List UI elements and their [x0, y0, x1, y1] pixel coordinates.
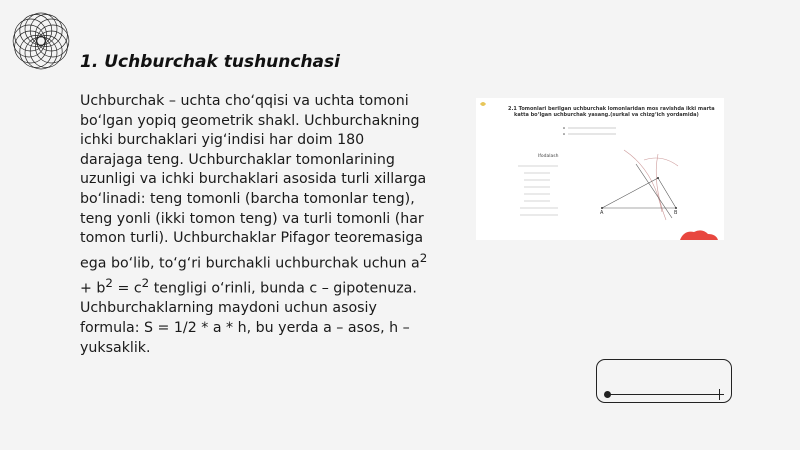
body-paragraph-text: Uchburchak – uchta cho‘qqisi va uchta tomoni bo‘lgan yopiq geometrik shakl. Uchburchakning ichki burchaklari yig‘indisi har doim 180 darajaga teng. Uchburchaklar tomonlarining uzunligi va ichki burchaklari asosida turli xillarga bo‘linadi: teng tomonli (barcha tomonlar teng), teng yonli (ikki tomon teng) va turli tomonli (har tomon turli). Uchburchaklar Pifagor teoremasiga ega bo‘lib, to‘g‘ri burchakli uchburchak uchun $a^2 + b^2 = c^2$ tengligi o‘rinli, bunda c – gipotenuza. Uchburchaklarning maydoni uchun asosiy formula: S = 1/2 * a * h, bu yerda a – asos, h – yuksaklik.	[80, 93, 428, 356]
figure-heading-line1: 2.1 Tomonlari berilgan uchburchak lomonlaridan mos ravishda ikki marta	[508, 106, 715, 112]
figure-red-accent	[680, 230, 718, 240]
figure-point-a-label: A	[600, 210, 604, 216]
figure-bullet-dots	[563, 127, 565, 135]
end-marker-horizontal	[715, 394, 724, 395]
figure-step-lines	[518, 166, 558, 215]
slide-title: 1. Uchburchak tushunchasi	[80, 52, 340, 72]
figure-drawing	[476, 98, 724, 240]
figure-heading-line2: katta bo‘lgan uchburchak yasang.(surkal va chizg‘ich yordamida)	[514, 112, 699, 118]
figure-triangle	[602, 164, 676, 218]
textbook-figure	[476, 98, 724, 240]
figure-points	[601, 177, 677, 209]
progress-track[interactable]	[607, 394, 721, 395]
figure-star-mark	[480, 102, 486, 106]
media-player[interactable]	[596, 359, 732, 403]
figure-construction-arcs	[624, 150, 678, 220]
rosette-decoration	[4, 4, 78, 78]
figure-point-b-label: B	[674, 210, 678, 216]
playhead-knob[interactable]	[604, 391, 611, 398]
figure-list-title: Ifodalash	[538, 154, 559, 159]
body-paragraph	[80, 92, 430, 358]
figure-bullet-lines	[568, 128, 616, 134]
